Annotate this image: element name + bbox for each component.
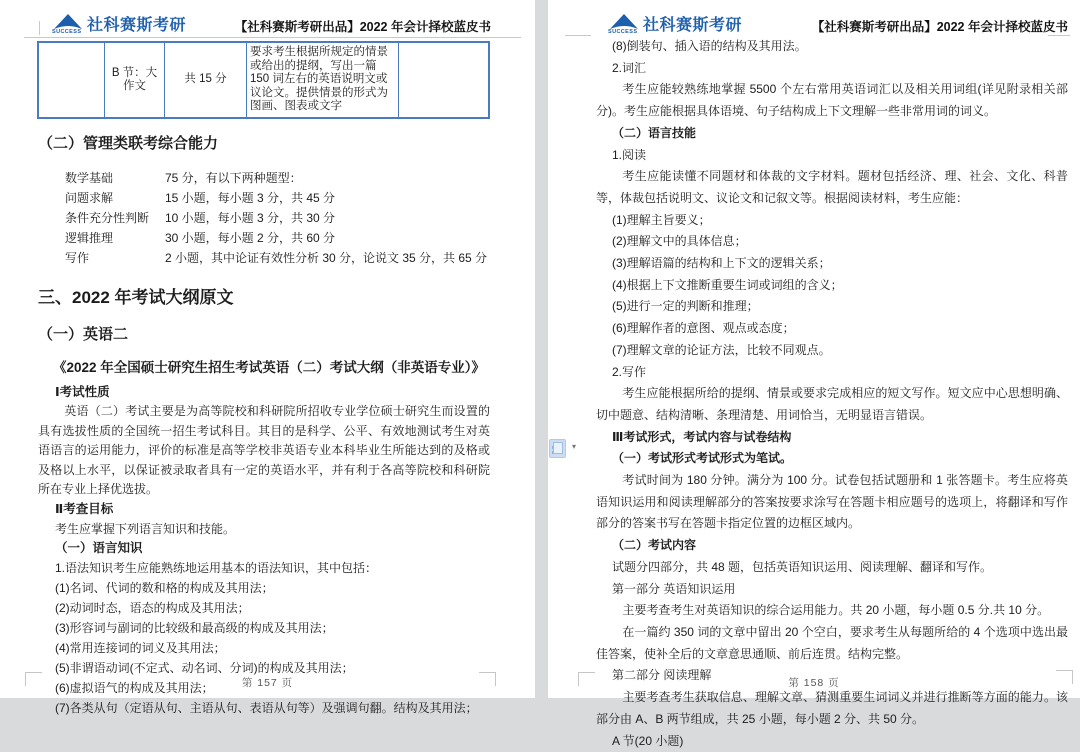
score-label: 写作	[65, 248, 165, 268]
list-item: (1)名词、代词的数和格的构成及其用法；	[38, 578, 490, 598]
list-item: (2)动词时态，语态的构成及其用法；	[38, 598, 490, 618]
list-item: (3)形容词与副词的比较级和最高级的构成及其用法；	[38, 618, 490, 638]
subheading-writing: 2.写作	[596, 362, 1068, 384]
score-label: 逻辑推理	[65, 228, 165, 248]
subheading-reading: 1.阅读	[596, 145, 1068, 167]
list-item: (4)根据上下文推断重要生词或词组的含义；	[596, 275, 1068, 297]
syllabus-title: 《2022 年全国硕士研究生招生考试英语（二）考试大纲（非英语专业）》	[38, 356, 490, 376]
document-page-157	[0, 0, 535, 698]
list-item: (7)理解文章的论证方法，比较不同观点。	[596, 340, 1068, 362]
subheading-goal: Ⅱ考查目标	[38, 500, 490, 519]
chevron-down-icon[interactable]: ▾	[572, 443, 576, 451]
crop-mark	[39, 21, 40, 35]
subheading-vocab: 2.词汇	[596, 58, 1068, 80]
doc-title: 【社科赛斯考研出品】2022 年会计择校蓝皮书	[235, 17, 491, 35]
paragraph-part1-1: 主要考查考生对英语知识的综合运用能力。共 20 小题，每小题 0.5 分.共 10 分。	[596, 600, 1068, 622]
score-row	[38, 228, 490, 248]
paragraph-part1-2: 在一篇约 350 词的文章中留出 20 个空白，要求考生从每题所给的 4 个选项中选出最佳答案，使补全后的文章意思通顺、前后连贯。结构完整。	[596, 622, 1068, 665]
list-item: (7)各类从句（定语从句、主语从句、表语从句等）及强调句翻。结构及其用法；	[38, 698, 490, 718]
score-value: 15 小题，每小题 3 分，共 45 分	[165, 191, 335, 205]
paste-options-icon[interactable]	[549, 439, 566, 458]
grammar-intro: 1.语法知识考生应能熟练地运用基本的语法知识，其中包括：	[38, 558, 490, 578]
page-header	[0, 13, 535, 37]
list-item: (1)理解主旨要义；	[596, 210, 1068, 232]
brand-logo	[608, 13, 742, 34]
paragraph-form: 考试时间为 180 分钟。满分为 100 分。试卷包括试题册和 1 张答题卡。考生应将英语知识运用和阅读理解部分的答案按要求涂写在答题卡相应题号的选项上，将翻译和写作部分的答案书写在答题卡指定位置的边框区域内。	[596, 470, 1068, 535]
score-value: 75 分，有以下两种题型：	[165, 171, 302, 185]
table-cell-description: 要求考生根据所规定的情景或给出的提纲，写出一篇 150 词左右的英语说明文或议论文。提供情景的形式为图画、图表或文字	[247, 43, 399, 117]
paragraph-part2-1: 主要考查考生获取信息、理解文章、猜测重要生词词义并进行推断等方面的能力。该部分由 A、B 两节组成，共 25 小题，每小题 2 分、共 50 分。	[596, 687, 1068, 730]
header-rule	[24, 37, 521, 38]
list-item: (8)倒装句、插入语的结构及其用法。	[596, 36, 1068, 58]
crop-mark	[565, 35, 591, 36]
list-item: (6)虚拟语气的构成及其用法；	[38, 678, 490, 698]
subheading-form: （一）考试形式考试形式为笔试。	[596, 448, 1068, 470]
document-page-158	[548, 0, 1080, 698]
brand-name: 社科赛斯考研	[87, 18, 186, 34]
brand-name: 社科赛斯考研	[643, 18, 742, 34]
score-value: 30 小题，每小题 2 分，共 60 分	[165, 231, 335, 245]
score-value: 2 小题，其中论证有效性分析 30 分，论说文 35 分，共 65 分	[165, 251, 487, 265]
page-body	[596, 36, 1068, 752]
subheading-content: （二）考试内容	[596, 535, 1068, 557]
paragraph-nature: 英语（二）考试主要是为高等院校和科研院所招收专业学位硕士研究生而设置的具有选拔性质的全国统一招生考试科目。其目的是科学、公平、有效地测试考生对英语语言的运用能力，评价的标准是高等学校非英语专业本科毕业生所能达到的及格或及格以上水平，以保证被录取者具有一定的英语水平，并有利于各高等院校和科研院所在专业上择优选拔。	[38, 402, 490, 500]
score-label: 条件充分性判断	[65, 208, 165, 228]
score-label: 问题求解	[65, 188, 165, 208]
list-item: (4)常用连接词的词义及其用法；	[38, 638, 490, 658]
list-item: (5)非谓语动词(不定式、动名词、分词)的构成及其用法；	[38, 658, 490, 678]
subheading-knowledge: （一）语言知识	[38, 539, 490, 558]
table-cell-score: 共 15 分	[165, 43, 247, 117]
paragraph-goal: 考生应掌握下列语言知识和技能。	[38, 519, 490, 539]
section-heading-english2: （一）英语二	[38, 323, 490, 344]
score-row	[38, 188, 490, 208]
paragraph-reading: 考生应能读懂不同题材和体裁的文字材料。题材包括经济、理、社会、文化、科普等，体裁包括说明文、议论文和记叙文等。根据阅读材料，考生应能：	[596, 166, 1068, 209]
paragraph-vocab: 考生应能较熟练地掌握 5500 个左右常用英语词汇以及相关用词组(详见附录相关部分)。考生应能根据具体语境、句子结构成上下文理解一些非常用词的词义。	[596, 79, 1068, 122]
score-row	[38, 168, 490, 188]
list-item: (5)进行一定的判断和推理；	[596, 296, 1068, 318]
doc-title: 【社科赛斯考研出品】2022 年会计择校蓝皮书	[812, 17, 1068, 35]
list-item: (2)理解文中的具体信息；	[596, 231, 1068, 253]
score-value: 10 小题，每小题 3 分，共 30 分	[165, 211, 335, 225]
subheading-exam-form: Ⅲ考试形式，考试内容与试卷结构	[596, 427, 1068, 449]
part2-heading: 第二部分 阅读理解	[596, 665, 1068, 687]
brand-sub-label: SUCCESS	[52, 29, 81, 35]
section-a-label: A 节(20 小题)	[596, 731, 1068, 752]
score-row	[38, 248, 490, 268]
list-item: (6)理解作者的意图、观点或态度；	[596, 318, 1068, 340]
table-cell-section: B 节：大作文	[105, 43, 165, 117]
paste-options-widget	[548, 438, 582, 458]
subheading-nature: Ⅰ考试性质	[38, 383, 490, 402]
page-number: 第 158 页	[548, 675, 1080, 690]
chapter-heading: 三、2022 年考试大纲原文	[38, 283, 490, 308]
paragraph-content: 试题分四部分，共 48 题，包括英语知识运用、阅读理解、翻译和写作。	[596, 557, 1068, 579]
paragraph-writing: 考生应能根据所给的提纲、情景或要求完成相应的短文写作。短文应中心思想明确、切中题意、结构清晰、条理清楚、用词恰当，无明显语言错误。	[596, 383, 1068, 426]
list-item: (3)理解语篇的结构和上下文的逻辑关系；	[596, 253, 1068, 275]
page-body	[38, 132, 490, 718]
brand-logo	[52, 13, 186, 34]
page-header	[548, 13, 1080, 37]
writing-section-table	[37, 41, 490, 119]
score-label: 数学基础	[65, 168, 165, 188]
page-number: 第 157 页	[0, 675, 535, 690]
mountain-logo-icon	[52, 13, 84, 34]
brand-sub-label: SUCCESS	[608, 29, 637, 35]
part1-heading: 第一部分 英语知识运用	[596, 579, 1068, 601]
section-heading-mgmt: （二）管理类联考综合能力	[38, 132, 490, 153]
table-cell-empty	[39, 43, 105, 117]
table-cell-empty	[399, 43, 488, 117]
mountain-logo-icon	[608, 13, 640, 34]
subheading-skills: （二）语言技能	[596, 123, 1068, 145]
score-row	[38, 208, 490, 228]
